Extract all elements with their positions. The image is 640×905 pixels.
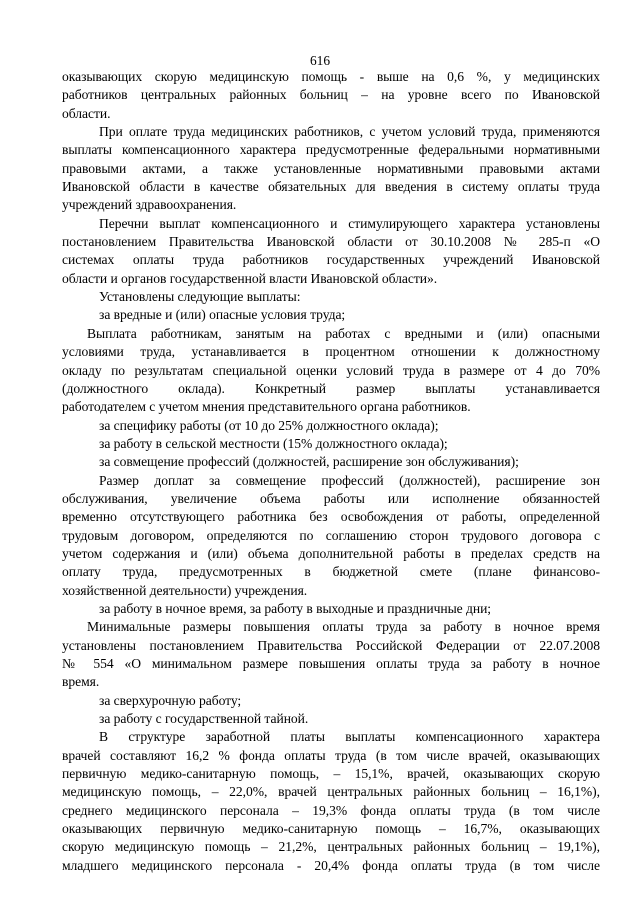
text-line: оказывающих первичную медико-санитарную помощь – 16,7%, оказывающих <box>62 821 600 837</box>
text-line: системах оплаты труда работников государственных учреждений Ивановской <box>62 252 600 268</box>
text-line: области и органов государственной власти Ивановской области». <box>62 270 438 286</box>
text-line: хозяйственной деятельности) учреждения. <box>62 582 308 598</box>
text-line: среднего медицинского персонала – 19,3% фонда оплаты труда (в том числе <box>62 802 600 818</box>
text-line: скорую медицинскую помощь – 21,2%, центральных районных больниц – 19,1%), <box>62 839 600 855</box>
text-line: В структуре заработной платы выплаты компенсационного характера <box>99 729 600 745</box>
text-line: за сверхурочную работу; <box>99 692 242 708</box>
text-line: учреждений здравоохранения. <box>62 197 237 213</box>
text-line: Установлены следующие выплаты: <box>99 289 301 305</box>
text-line: за работу в ночное время, за работу в выходные и праздничные дни; <box>99 600 492 616</box>
text-line: обслуживания, увеличение объема работы или исполнение обязанностей <box>62 490 600 506</box>
text-line: медицинскую помощь, – 22,0%, врачей центральных районных больниц – 16,1%), <box>62 784 600 800</box>
text-line: работников центральных районных больниц – на уровне всего по Ивановской <box>62 87 600 103</box>
text-line: (должностного оклада). Конкретный размер выплаты устанавливается <box>62 380 600 396</box>
text-line: первичную медико-санитарную помощь, – 15,1%, врачей, оказывающих скорую <box>62 766 600 782</box>
page-number: 616 <box>309 53 331 68</box>
text-line: № 554 «О минимальном размере повышения оплаты труда за работу в ночное <box>62 656 600 671</box>
text-line: временно отсутствующего работника без освобождения от работы, определенной <box>62 509 600 525</box>
text-line: учетом содержания и (или) объема дополнительной работы в пределах средств на <box>62 545 600 561</box>
text-line: работодателем с учетом мнения представительного органа работников. <box>62 399 471 415</box>
text-line: врачей составляют 16,2 % фонда оплаты труда (в том числе врачей, оказывающих <box>62 747 600 763</box>
text-line: окладу по результатам специальной оценки условий труда в размере от 4 до 70% <box>62 362 600 378</box>
text-line: Минимальные размеры повышения оплаты труда за работу в ночное время <box>87 619 600 635</box>
text-line: Перечни выплат компенсационного и стимулирующего характера установлены <box>99 215 600 231</box>
text-line: оплату труда, предусмотренных в бюджетной смете (плане финансово- <box>62 564 600 580</box>
text-line: за совмещение профессий (должностей, расширение зон обслуживания); <box>99 454 519 470</box>
text-line: При оплате труда медицинских работников, с учетом условий труда, применяются <box>99 124 600 140</box>
text-line: время. <box>62 674 100 690</box>
text-line: за специфику работы (от 10 до 25% должностного оклада); <box>99 417 439 433</box>
text-line: за работу с государственной тайной. <box>99 711 309 727</box>
text-line: за работу в сельской местности (15% должностного оклада); <box>99 435 448 451</box>
text-line: Ивановской области в качестве обязательных для введения в систему оплаты труда <box>62 179 600 195</box>
text-line: оказывающих скорую медицинскую помощь - выше на 0,6 %, у медицинских <box>62 69 600 84</box>
text-line: условиями труда, устанавливается в процентном отношении к должностному <box>62 344 600 360</box>
text-line: области. <box>62 105 111 121</box>
text-line: правовыми актами, а также установленные нормативными правовыми актами <box>62 160 600 176</box>
text-line: младшего медицинского персонала - 20,4% фонда оплаты труда (в том числе <box>62 857 600 873</box>
text-line: постановлением Правительства Ивановской области от 30.10.2008 № 285-п «О <box>62 234 600 250</box>
body-text <box>62 68 600 875</box>
text-line: установлены постановлением Правительства Российской Федерации от 22.07.2008 <box>62 637 600 653</box>
text-line: трудовым договором, определяются по соглашению сторон трудового договора с <box>62 527 600 543</box>
text-line: выплаты компенсационного характера предусмотренные федеральными нормативными <box>62 142 600 158</box>
text-line: Выплата работникам, занятым на работах с вредными и (или) опасными <box>87 325 600 341</box>
text-line: за вредные и (или) опасные условия труда; <box>99 307 346 323</box>
text-line: Размер доплат за совмещение профессий (должностей), расширение зон <box>99 472 600 488</box>
